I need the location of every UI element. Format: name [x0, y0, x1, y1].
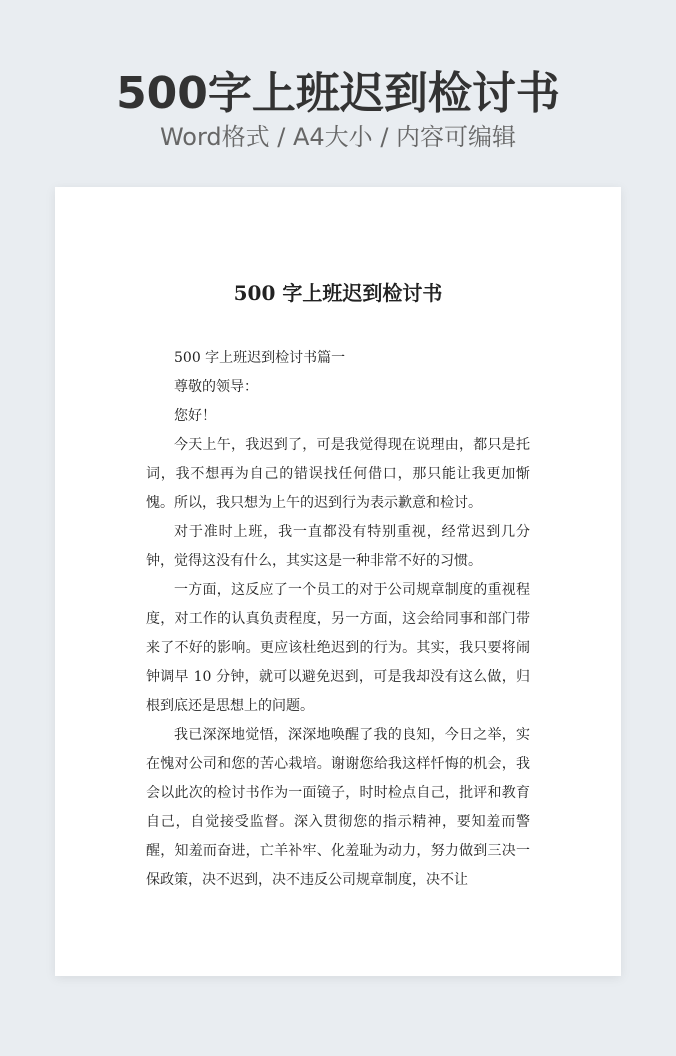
banner-subtitle: Word格式 / A4大小 / 内容可编辑 [159, 123, 517, 151]
document-paragraph: 尊敬的领导： [174, 379, 258, 395]
document-paragraph: 今天上午，我迟到了，可是我觉得现在说理由，都只是托词，我不想再为自己的错误找任何借口，那只能让我更加惭愧。所以，我只想为上午的迟到行为表示歉意和检讨。 [146, 437, 530, 511]
document-paragraph: 500 字上班迟到检讨书篇一 [174, 350, 346, 366]
document-paragraph: 我已深深地觉悟，深深地唤醒了我的良知，今日之举，实在愧对公司和您的苦心栽培。谢谢您给我这样忏悔的机会，我会以此次的检讨书作为一面镜子，时时检点自己，批评和教育自己，自觉接受监督。深入贯彻您的指示精神，要知羞而警醒，知羞而奋进，亡羊补牢、化羞耻为动力，努力做到三决一保政策，决不迟到，决不违反公司规章制度，决不让 [146, 727, 530, 888]
document-body [146, 344, 530, 895]
banner [0, 0, 676, 186]
document-paragraph: 一方面，这反应了一个员工的对于公司规章制度的重视程度，对工作的认真负责程度，另一方面，这会给同事和部门带来了不好的影响。更应该杜绝迟到的行为。其实，我只要将闹钟调早 10 分钟，就可以避免迟到，可是我却没有这么做，归根到底还是思想上的问题。 [146, 582, 530, 714]
document-title: 500 字上班迟到检讨书 [233, 281, 443, 305]
document-paragraph: 对于准时上班，我一直都没有特别重视，经常迟到几分钟，觉得这没有什么，其实这是一种非常不好的习惯。 [146, 524, 530, 569]
document-paragraph: 您好！ [174, 408, 216, 424]
banner-title: 500字上班迟到检讨书 [116, 68, 560, 119]
